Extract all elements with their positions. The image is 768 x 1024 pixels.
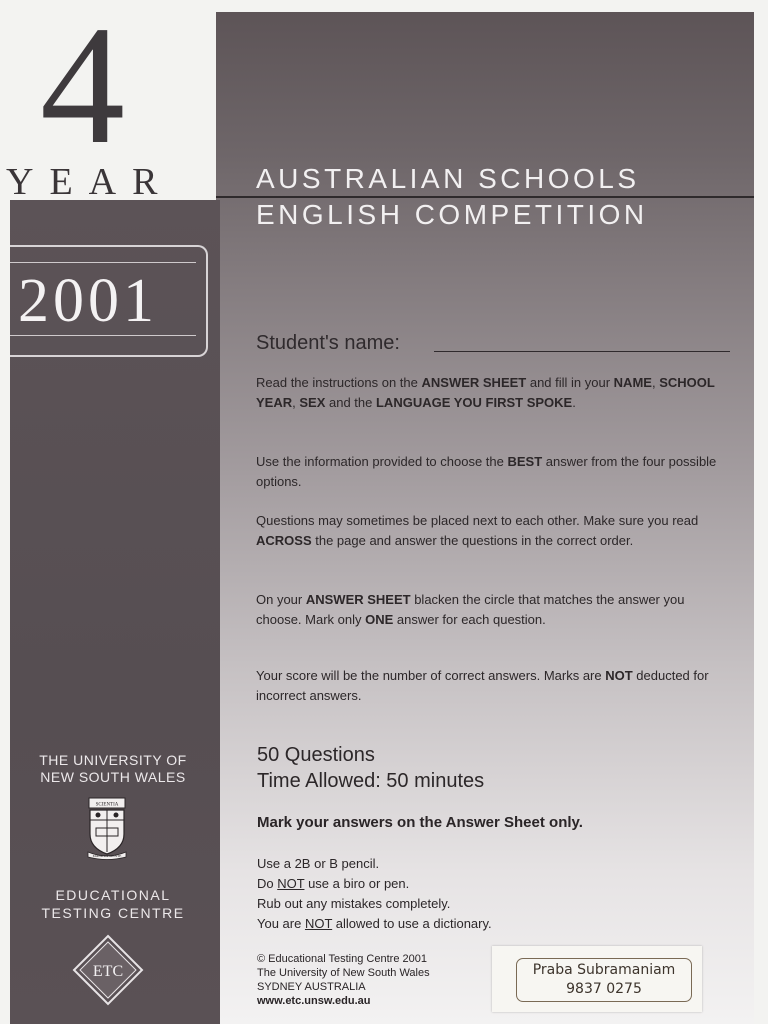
bold-text: SCHOOL YEAR <box>256 375 715 410</box>
text-run: Questions may sometimes be placed next to each other. Make sure you read <box>256 513 699 528</box>
testing-centre-name <box>18 886 208 922</box>
exam-rules <box>257 854 492 934</box>
university-name <box>18 752 208 786</box>
text-run: deducted for incorrect answers. <box>256 668 709 703</box>
underlined-text: NOT <box>304 916 333 931</box>
bold-text: ACROSS <box>256 533 312 548</box>
university-line-1: THE UNIVERSITY OF <box>39 752 187 768</box>
website-link[interactable]: www.etc.unsw.edu.au <box>257 995 371 1007</box>
text-run: Use a 2B or B pencil. <box>257 856 380 871</box>
rule-line <box>257 854 492 874</box>
text-run: , <box>651 375 660 390</box>
text-run: On your <box>256 592 306 607</box>
bold-text: ANSWER SHEET <box>421 375 527 390</box>
centre-line-1: EDUCATIONAL <box>55 887 171 903</box>
instruction-5 <box>256 666 726 706</box>
etc-logo-text: ETC <box>92 963 124 980</box>
text-run: answer from the four possible options. <box>256 454 717 489</box>
grade-word: YEAR <box>6 161 174 203</box>
publisher-info <box>257 952 430 1008</box>
instruction-3 <box>256 511 726 551</box>
bold-text: NAME <box>613 375 652 390</box>
unsw-crest-icon <box>84 796 130 860</box>
grade-number: 4 <box>40 0 125 179</box>
sticker-name: Praba Subramaniam <box>532 962 676 978</box>
student-name-line <box>434 351 730 352</box>
bold-text: BEST <box>507 454 543 469</box>
crest-banner-bottom: MANU ET MENTE <box>92 854 122 858</box>
text-run: answer for each question. <box>393 612 546 627</box>
university-line: The University of New South Wales <box>257 967 430 979</box>
text-run: the page and answer the questions in the correct order. <box>311 533 634 548</box>
text-run: Do <box>257 876 278 891</box>
text-run: You are <box>257 916 305 931</box>
centre-line-2: TESTING CENTRE <box>41 905 185 921</box>
text-run: blacken the circle that matches the answer you choose. Mark only <box>256 592 685 627</box>
text-run: and the <box>325 395 376 410</box>
answer-sheet-note: Mark your answers on the Answer Sheet only. <box>257 814 583 831</box>
sticker-phone: 9837 0275 <box>566 981 642 997</box>
university-line-2: NEW SOUTH WALES <box>40 769 186 785</box>
etc-logo-icon <box>72 934 144 1006</box>
text-run: and fill in your <box>526 375 614 390</box>
rule-line <box>257 914 492 934</box>
crest-banner-top: SCIENTIA <box>95 802 119 808</box>
underlined-text: NOT <box>277 876 305 891</box>
bold-text: NOT <box>605 668 633 683</box>
title-line-1: AUSTRALIAN SCHOOLS <box>256 163 640 194</box>
text-run: Use the information provided to choose the <box>256 454 508 469</box>
text-run: allowed to use a dictionary. <box>332 916 492 931</box>
bold-text: LANGUAGE YOU FIRST SPOKE <box>375 395 573 410</box>
copyright-line: © Educational Testing Centre 2001 <box>257 953 427 965</box>
city-line: SYDNEY AUSTRALIA <box>257 981 366 993</box>
sticker-frame <box>516 958 692 1002</box>
instruction-4 <box>256 590 726 630</box>
text-run: Your score will be the number of correct answers. Marks are <box>256 668 606 683</box>
name-sticker <box>492 946 702 1012</box>
text-run: . <box>572 395 576 410</box>
text-run: , <box>292 395 300 410</box>
bold-text: ANSWER SHEET <box>305 592 411 607</box>
text-run: use a biro or pen. <box>304 876 410 891</box>
text-run: Rub out any mistakes completely. <box>257 896 451 911</box>
student-name-row <box>256 332 730 358</box>
instruction-2 <box>256 452 726 492</box>
competition-year: 2001 <box>18 267 158 335</box>
title-line-2: ENGLISH COMPETITION <box>256 199 648 230</box>
student-name-label: Student's name: <box>256 332 400 354</box>
text-run: Read the instructions on the <box>256 375 422 390</box>
rule-line <box>257 894 492 914</box>
question-count: 50 Questions <box>257 744 375 766</box>
time-allowed: Time Allowed: 50 minutes <box>257 770 485 792</box>
rule-line <box>257 874 492 894</box>
bold-text: ONE <box>365 612 394 627</box>
instruction-1 <box>256 373 726 413</box>
bold-text: SEX <box>299 395 326 410</box>
